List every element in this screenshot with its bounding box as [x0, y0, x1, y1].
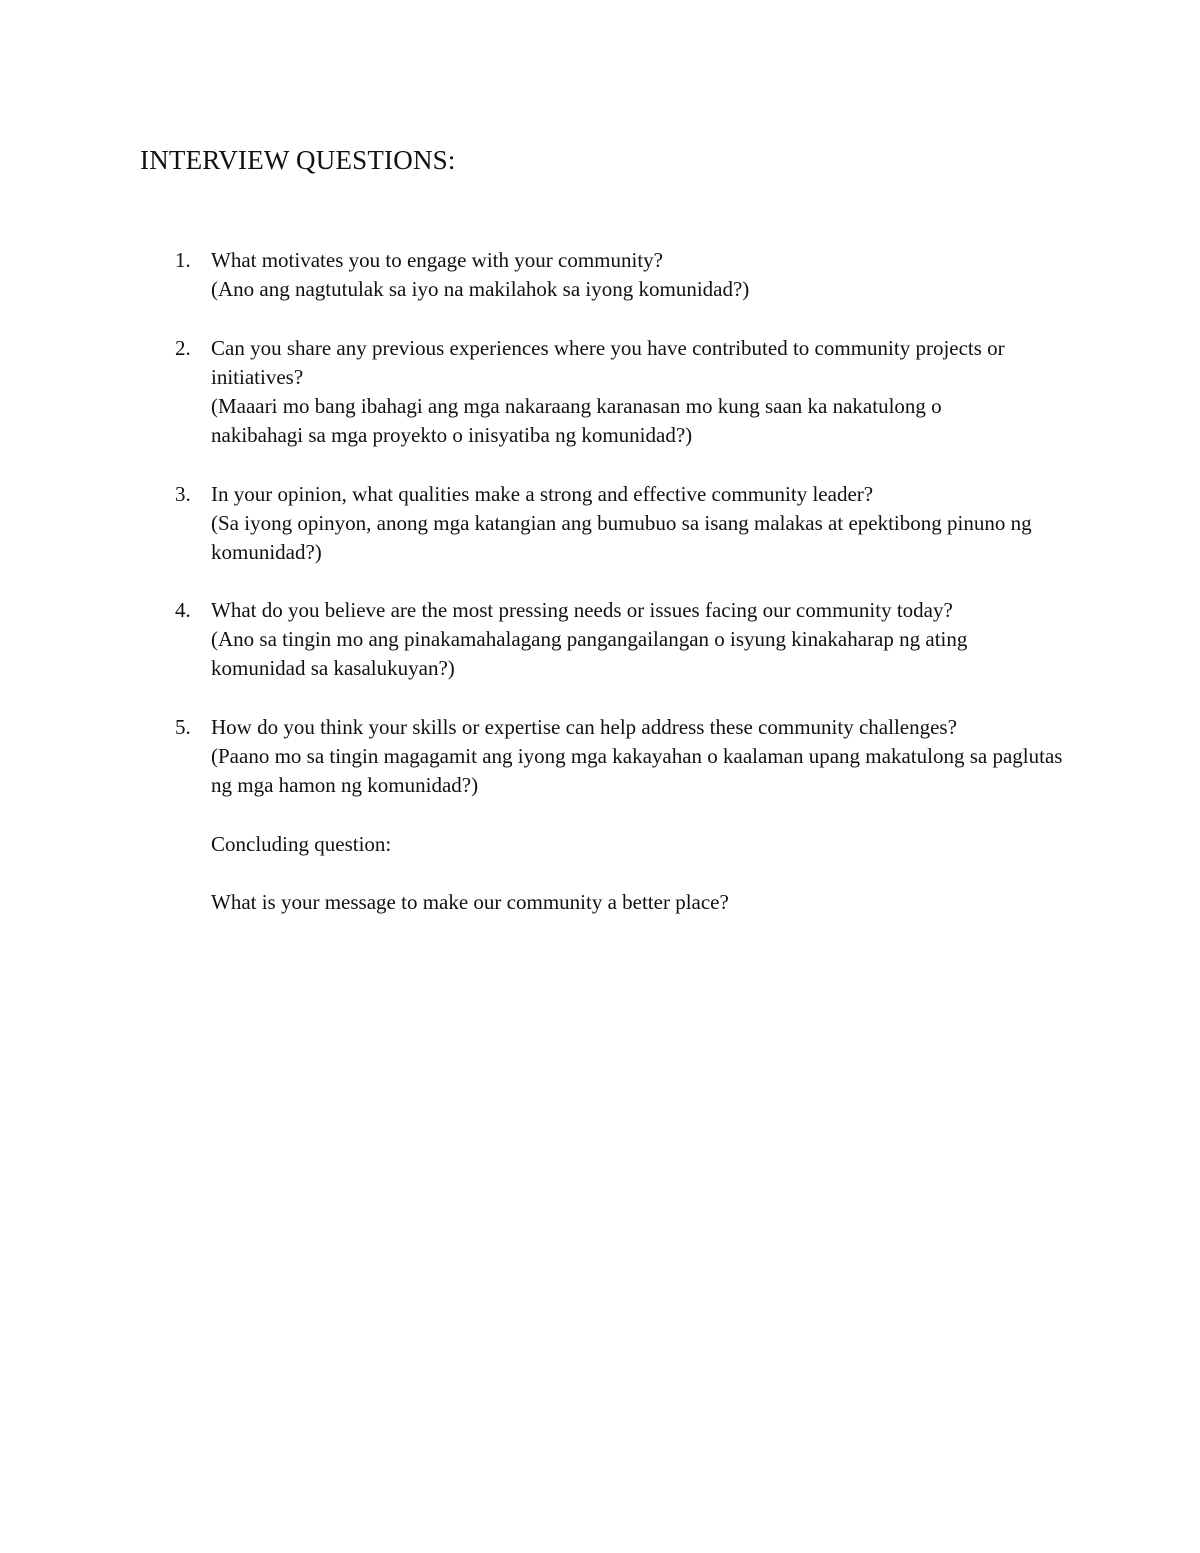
concluding-question: What is your message to make our community a better place? [211, 890, 729, 914]
question-tagalog: (Paano mo sa tingin magagamit ang iyong mga kakayahan o kaalaman upang makatulong sa paglutas ng mga hamon ng komunidad?) [211, 744, 1063, 797]
concluding-label: Concluding question: [211, 832, 392, 856]
question-number: 3. [175, 482, 191, 506]
question-tagalog: (Maaari mo bang ibahagi ang mga nakaraang karanasan mo kung saan ka nakatulong o nakibahagi sa mga proyekto o inisyatiba ng komunidad?) [211, 394, 942, 447]
question-english: In your opinion, what qualities make a strong and effective community leader? [211, 482, 874, 506]
question-tagalog: (Sa iyong opinyon, anong mga katangian ang bumubuo sa isang malakas at epektibong pinuno ng komunidad?) [211, 511, 1032, 564]
question-number: 1. [175, 248, 191, 272]
question-english: Can you share any previous experiences where you have contributed to community projects or initiatives? [211, 336, 1005, 389]
document-title: INTERVIEW QUESTIONS: [140, 145, 456, 175]
question-tagalog: (Ano ang nagtutulak sa iyo na makilahok sa iyong komunidad?) [211, 277, 750, 301]
question-number: 4. [175, 598, 191, 622]
question-english: What motivates you to engage with your community? [211, 248, 663, 272]
question-body [211, 596, 1071, 683]
question-body [211, 246, 1071, 304]
question-english: How do you think your skills or expertise can help address these community challenges? [211, 715, 957, 739]
question-body [211, 480, 1041, 567]
question-english: What do you believe are the most pressing needs or issues facing our community today? [211, 598, 953, 622]
question-number: 5. [175, 715, 191, 739]
question-tagalog: (Ano sa tingin mo ang pinakamahalagang pangangailangan o isyung kinakaharap ng ating komunidad sa kasalukuyan?) [211, 627, 968, 680]
question-body [211, 334, 1011, 450]
question-number: 2. [175, 336, 191, 360]
question-body [211, 713, 1071, 800]
